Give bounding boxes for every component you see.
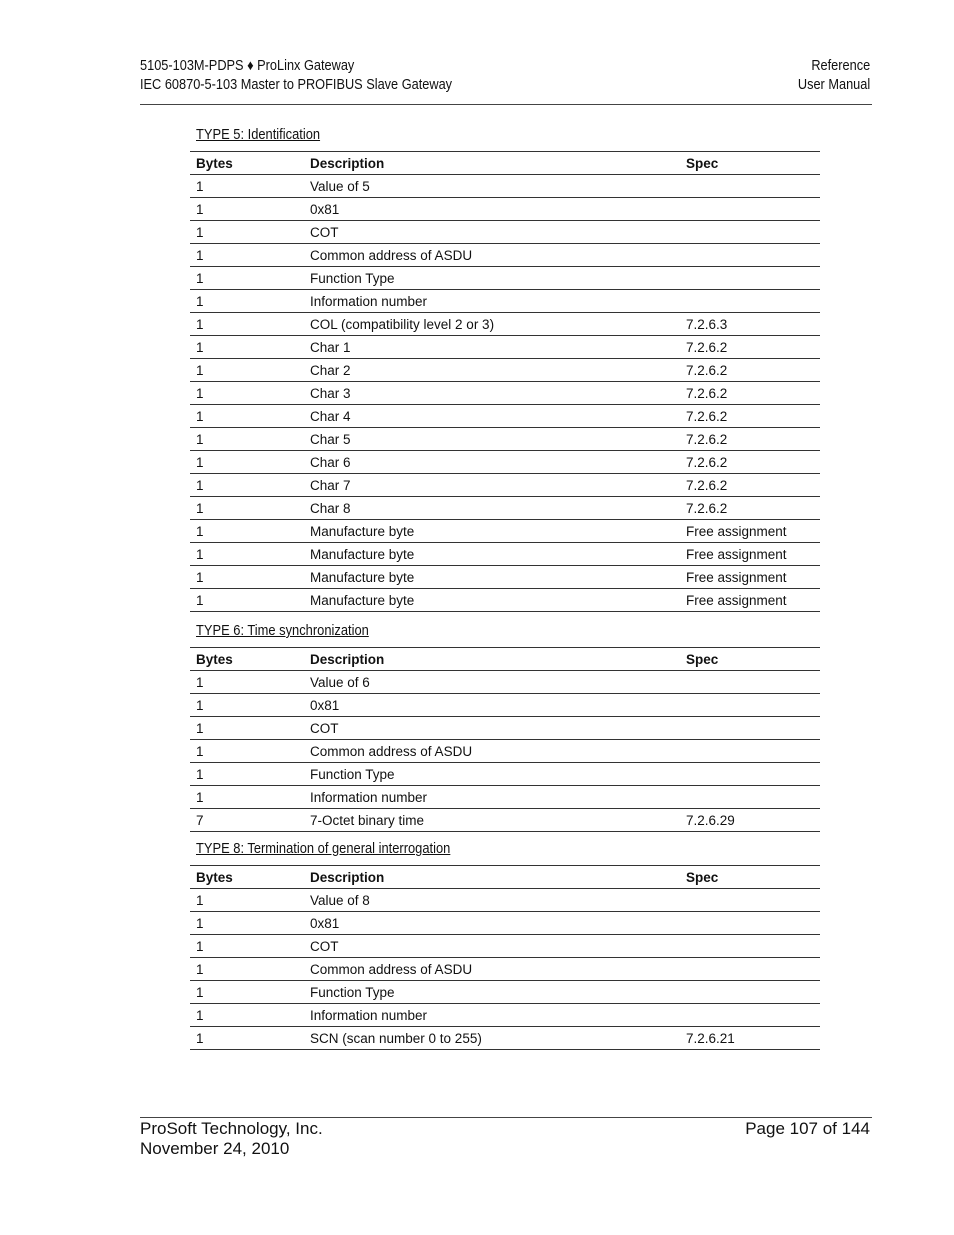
table-row xyxy=(190,520,820,543)
bytes-cell: 1 xyxy=(190,221,304,244)
product-subtitle: IEC 60870-5-103 Master to PROFIBUS Slave Gateway xyxy=(140,77,453,93)
spec-cell xyxy=(680,981,820,1004)
bytes-cell: 1 xyxy=(190,359,304,382)
bytes-cell: 1 xyxy=(190,428,304,451)
header-divider xyxy=(140,104,872,105)
description-cell: Common address of ASDU xyxy=(304,958,680,981)
bytes-header: Bytes xyxy=(190,152,304,175)
bytes-cell: 1 xyxy=(190,717,304,740)
description-cell: 7-Octet binary time xyxy=(304,809,680,832)
table-row xyxy=(190,958,820,981)
spec-cell: 7.2.6.21 xyxy=(680,1027,820,1050)
description-cell: Manufacture byte xyxy=(304,566,680,589)
table-row xyxy=(190,198,820,221)
description-cell: COT xyxy=(304,717,680,740)
spec-table xyxy=(190,151,820,612)
description-header: Description xyxy=(304,152,680,175)
bytes-header: Bytes xyxy=(190,866,304,889)
spec-table xyxy=(190,647,820,832)
table-row xyxy=(190,313,820,336)
spec-cell: 7.2.6.2 xyxy=(680,382,820,405)
spec-cell xyxy=(680,717,820,740)
bytes-cell: 1 xyxy=(190,336,304,359)
spec-cell xyxy=(680,958,820,981)
table-row xyxy=(190,694,820,717)
bytes-header: Bytes xyxy=(190,648,304,671)
table-row xyxy=(190,290,820,313)
description-cell: Function Type xyxy=(304,267,680,290)
description-cell: Char 8 xyxy=(304,497,680,520)
spec-header: Spec xyxy=(680,152,820,175)
table-row xyxy=(190,1004,820,1027)
description-cell: Information number xyxy=(304,1004,680,1027)
table-row xyxy=(190,428,820,451)
description-cell: COL (compatibility level 2 or 3) xyxy=(304,313,680,336)
spec-cell: Free assignment xyxy=(680,543,820,566)
section-title: TYPE 5: Identification xyxy=(196,126,321,143)
bytes-cell: 1 xyxy=(190,740,304,763)
page-number: Page 107 of 144 xyxy=(745,1119,870,1138)
bytes-cell: 1 xyxy=(190,474,304,497)
spec-cell xyxy=(680,244,820,267)
bytes-cell: 1 xyxy=(190,786,304,809)
description-cell: Common address of ASDU xyxy=(304,244,680,267)
bytes-cell: 1 xyxy=(190,1004,304,1027)
description-cell: Char 4 xyxy=(304,405,680,428)
description-cell: Value of 6 xyxy=(304,671,680,694)
table-row xyxy=(190,451,820,474)
spec-cell: 7.2.6.2 xyxy=(680,474,820,497)
description-cell: Information number xyxy=(304,786,680,809)
product-title: 5105-103M-PDPS ♦ ProLinx Gateway xyxy=(140,58,355,74)
table-row xyxy=(190,809,820,832)
description-header: Description xyxy=(304,866,680,889)
bytes-cell: 1 xyxy=(190,543,304,566)
table-row xyxy=(190,267,820,290)
table-header-row xyxy=(190,648,820,671)
bytes-cell: 1 xyxy=(190,981,304,1004)
bytes-cell: 1 xyxy=(190,405,304,428)
bytes-cell: 1 xyxy=(190,889,304,912)
bytes-cell: 1 xyxy=(190,589,304,612)
bytes-cell: 1 xyxy=(190,267,304,290)
description-cell: SCN (scan number 0 to 255) xyxy=(304,1027,680,1050)
spec-cell: Free assignment xyxy=(680,520,820,543)
publication-date: November 24, 2010 xyxy=(140,1139,290,1158)
bytes-cell: 1 xyxy=(190,694,304,717)
bytes-cell: 1 xyxy=(190,935,304,958)
bytes-cell: 1 xyxy=(190,671,304,694)
spec-cell: 7.2.6.2 xyxy=(680,359,820,382)
description-cell: Char 1 xyxy=(304,336,680,359)
table-row xyxy=(190,763,820,786)
bytes-cell: 1 xyxy=(190,763,304,786)
description-cell: Function Type xyxy=(304,763,680,786)
spec-cell: 7.2.6.29 xyxy=(680,809,820,832)
description-cell: 0x81 xyxy=(304,912,680,935)
description-cell: COT xyxy=(304,221,680,244)
description-cell: Manufacture byte xyxy=(304,543,680,566)
spec-cell xyxy=(680,267,820,290)
header-right xyxy=(798,57,870,95)
table-row xyxy=(190,589,820,612)
section-title: TYPE 6: Time synchronization xyxy=(196,622,369,639)
bytes-cell: 1 xyxy=(190,912,304,935)
bytes-cell: 1 xyxy=(190,520,304,543)
description-cell: 0x81 xyxy=(304,198,680,221)
table-row xyxy=(190,382,820,405)
table-row xyxy=(190,1027,820,1050)
table-header-row xyxy=(190,152,820,175)
description-cell: Manufacture byte xyxy=(304,520,680,543)
spec-cell xyxy=(680,694,820,717)
bytes-cell: 1 xyxy=(190,290,304,313)
spec-cell xyxy=(680,221,820,244)
table-row xyxy=(190,405,820,428)
bytes-cell: 7 xyxy=(190,809,304,832)
bytes-cell: 1 xyxy=(190,566,304,589)
bytes-cell: 1 xyxy=(190,175,304,198)
description-cell: Char 3 xyxy=(304,382,680,405)
spec-cell xyxy=(680,175,820,198)
document-type: User Manual xyxy=(797,77,870,93)
table-row xyxy=(190,497,820,520)
table-row xyxy=(190,981,820,1004)
company-name: ProSoft Technology, Inc. xyxy=(140,1119,323,1138)
table-row xyxy=(190,889,820,912)
bytes-cell: 1 xyxy=(190,497,304,520)
description-cell: Char 6 xyxy=(304,451,680,474)
table-row xyxy=(190,336,820,359)
spec-cell xyxy=(680,740,820,763)
footer-divider xyxy=(140,1117,872,1118)
table-row xyxy=(190,786,820,809)
table-row xyxy=(190,359,820,382)
table-row xyxy=(190,671,820,694)
table-row xyxy=(190,244,820,267)
spec-cell: Free assignment xyxy=(680,589,820,612)
spec-cell: 7.2.6.2 xyxy=(680,428,820,451)
description-header: Description xyxy=(304,648,680,671)
bytes-cell: 1 xyxy=(190,198,304,221)
bytes-cell: 1 xyxy=(190,244,304,267)
spec-cell: 7.2.6.2 xyxy=(680,336,820,359)
table-row xyxy=(190,935,820,958)
description-cell: Char 2 xyxy=(304,359,680,382)
spec-cell: 7.2.6.2 xyxy=(680,497,820,520)
table-row xyxy=(190,912,820,935)
spec-cell xyxy=(680,889,820,912)
description-cell: Char 7 xyxy=(304,474,680,497)
spec-cell xyxy=(680,786,820,809)
section-name: Reference xyxy=(811,58,870,74)
spec-cell: 7.2.6.3 xyxy=(680,313,820,336)
bytes-cell: 1 xyxy=(190,313,304,336)
description-cell: 0x81 xyxy=(304,694,680,717)
bytes-cell: 1 xyxy=(190,1027,304,1050)
description-cell: Value of 5 xyxy=(304,175,680,198)
spec-cell: Free assignment xyxy=(680,566,820,589)
spec-cell xyxy=(680,1004,820,1027)
spec-cell: 7.2.6.2 xyxy=(680,405,820,428)
description-cell: Manufacture byte xyxy=(304,589,680,612)
footer-left xyxy=(140,1119,323,1159)
bytes-cell: 1 xyxy=(190,958,304,981)
table-row xyxy=(190,543,820,566)
spec-cell xyxy=(680,290,820,313)
header-left xyxy=(140,57,452,95)
spec-cell: 7.2.6.2 xyxy=(680,451,820,474)
spec-header: Spec xyxy=(680,648,820,671)
spec-cell xyxy=(680,912,820,935)
description-cell: Char 5 xyxy=(304,428,680,451)
table-row xyxy=(190,740,820,763)
spec-cell xyxy=(680,763,820,786)
table-header-row xyxy=(190,866,820,889)
table-row xyxy=(190,474,820,497)
description-cell: Value of 8 xyxy=(304,889,680,912)
description-cell: COT xyxy=(304,935,680,958)
description-cell: Function Type xyxy=(304,981,680,1004)
spec-table xyxy=(190,865,820,1050)
table-row xyxy=(190,566,820,589)
bytes-cell: 1 xyxy=(190,451,304,474)
spec-cell xyxy=(680,935,820,958)
bytes-cell: 1 xyxy=(190,382,304,405)
section-title: TYPE 8: Termination of general interrogation xyxy=(196,840,451,857)
description-cell: Information number xyxy=(304,290,680,313)
spec-cell xyxy=(680,198,820,221)
spec-cell xyxy=(680,671,820,694)
table-row xyxy=(190,175,820,198)
table-row xyxy=(190,717,820,740)
spec-header: Spec xyxy=(680,866,820,889)
table-row xyxy=(190,221,820,244)
description-cell: Common address of ASDU xyxy=(304,740,680,763)
